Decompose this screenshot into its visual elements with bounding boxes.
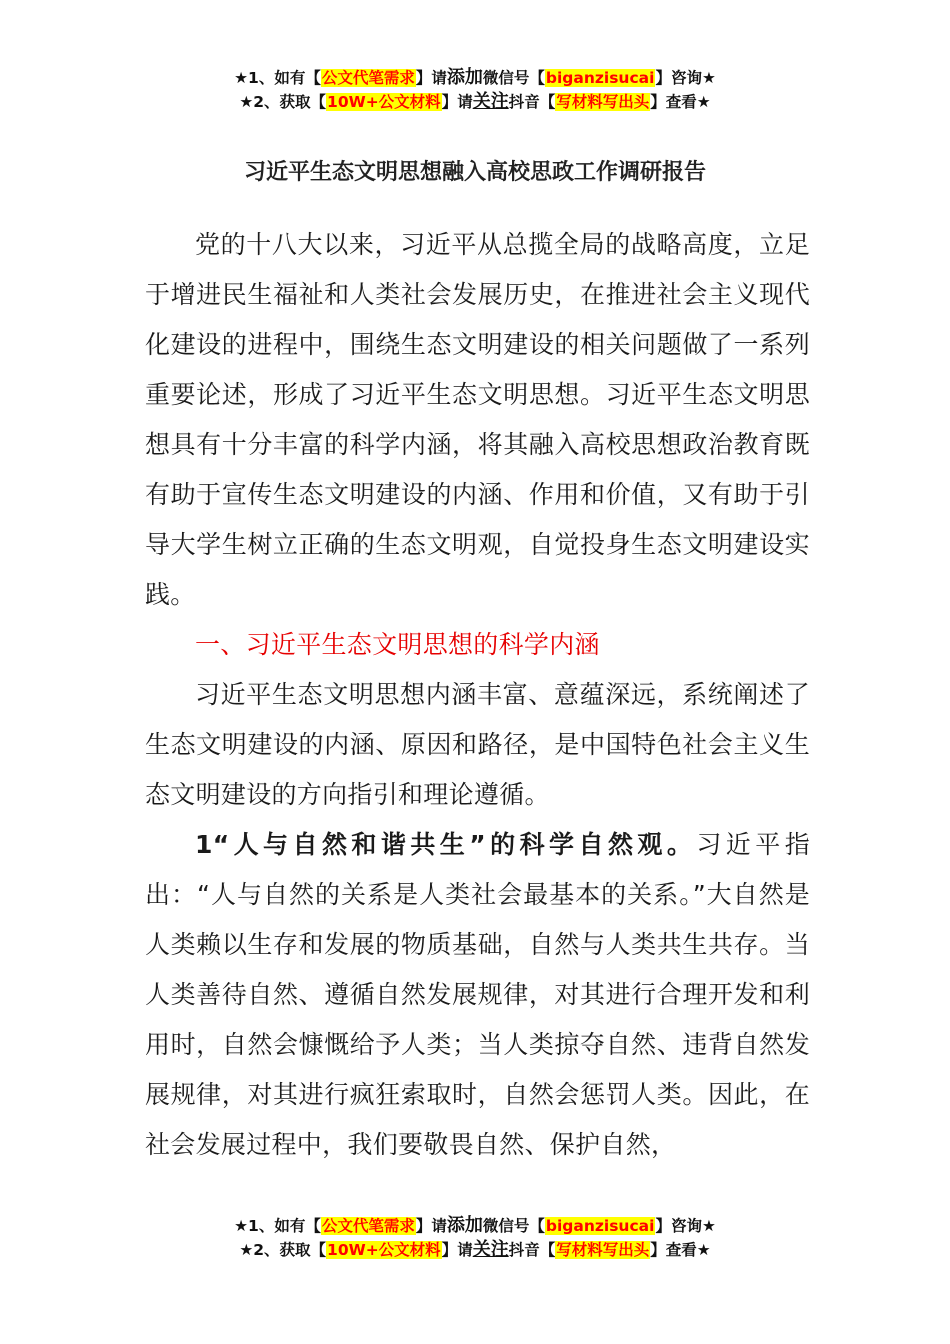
banner-emphasis: 添加 [446,1215,483,1236]
banner-text: 】咨询★ [655,1217,716,1235]
text-line: 义生态文明建设的方向指引和理论遵循。 [145,730,810,809]
text-line: 因此，在社会发展过程中，我们要敬畏自然、保护自然， [145,1080,811,1159]
banner-text: 微信号【 [482,1217,545,1235]
banner-emphasis: 添加 [446,67,483,88]
banner-text: ★1、如有【 [234,1217,321,1235]
highlight-service: 公文代笔需求 [321,1217,415,1235]
paragraph-section-intro [145,670,810,820]
banner-text: 】请 [441,1241,473,1259]
text-line: 现代化建设的进程中，围绕生态文明建设的相关问题做了 [145,280,810,359]
text-line: 当人类善待自然、遵循自然发展规律，对其进行合理开发 [145,930,810,1009]
footer-banner [0,1214,950,1262]
banner-line-2 [0,1238,950,1262]
banner-line-1 [0,1214,950,1238]
banner-line-1 [0,66,950,90]
banner-text: 】请 [415,1217,447,1235]
banner-text: 微信号【 [482,69,545,87]
banner-text: 】咨询★ [655,69,716,87]
banner-line-2 [0,90,950,114]
banner-text: 】查看★ [650,1241,711,1259]
document-title: 习近平生态文明思想融入高校思政工作调研报告 [243,160,706,185]
highlight-materials: 10W+公文材料 [327,93,441,111]
text-line: 态文明建设实践。 [145,530,810,609]
banner-text: ★2、获取【 [239,1241,327,1259]
text-line: 政治教育既有助于宣传生态文明建设的内涵、作用和价值， [145,430,810,509]
banner-text: 】请 [441,93,473,111]
text-line: 一系列重要论述，形成了习近平生态文明思想。习近平生 [145,330,810,409]
text-line: 党的十八大以来，习近平从总揽全局的战略高度，立 [195,230,785,259]
text-line: “人与自然的关系是人类社会最基本的关系。”大自然是 [197,880,810,909]
banner-emphasis: 关注 [472,1239,509,1260]
header-banner [0,66,950,114]
text-line: 态文明思想具有十分丰富的科学内涵，将其融入高校思想 [145,380,811,459]
banner-emphasis: 关注 [472,91,509,112]
text-line: 了生态文明建设的内涵、原因和路径，是中国特色社会主 [145,680,810,759]
text-line: 自然发展规律，对其进行疯狂索取时，自然会惩罚人类。 [145,1030,810,1109]
highlight-service: 公文代笔需求 [321,69,415,87]
banner-text: ★1、如有【 [234,69,321,87]
text-line: 和利用时，自然会慷慨给予人类；当人类掠夺自然、违背 [145,980,810,1059]
highlight-douyin-account: 写材料写出头 [556,93,650,111]
text-line: 习近平指出： [145,830,810,909]
text-line: 又有助于引导大学生树立正确的生态文明观，自觉投身生 [145,480,810,559]
text-line: 足于增进民生福祉和人类社会发展历史，在推进社会主义 [145,230,810,309]
highlight-materials: 10W+公文材料 [327,1241,441,1259]
document-body [145,220,810,1170]
paragraph-point-1 [145,820,810,1170]
section-heading: 一、习近平生态文明思想的科学内涵 [195,630,600,659]
highlight-douyin-account: 写材料写出头 [556,1241,650,1259]
highlight-wechat-id: biganzisucai [545,1217,655,1235]
banner-text: 抖音【 [508,93,556,111]
banner-text: 】查看★ [650,93,711,111]
text-line: 习近平生态文明思想内涵丰富、意蕴深远，系统阐述 [195,680,785,709]
paragraph-intro [145,220,810,620]
highlight-wechat-id: biganzisucai [545,69,655,87]
text-line: 人类赖以生存和发展的物质基础，自然与人类共生共存。 [145,930,785,959]
point-heading: 1“人与自然和谐共生”的科学自然观。 [195,830,697,859]
banner-text: ★2、获取【 [239,93,327,111]
banner-text: 抖音【 [508,1241,556,1259]
banner-text: 】请 [415,69,447,87]
